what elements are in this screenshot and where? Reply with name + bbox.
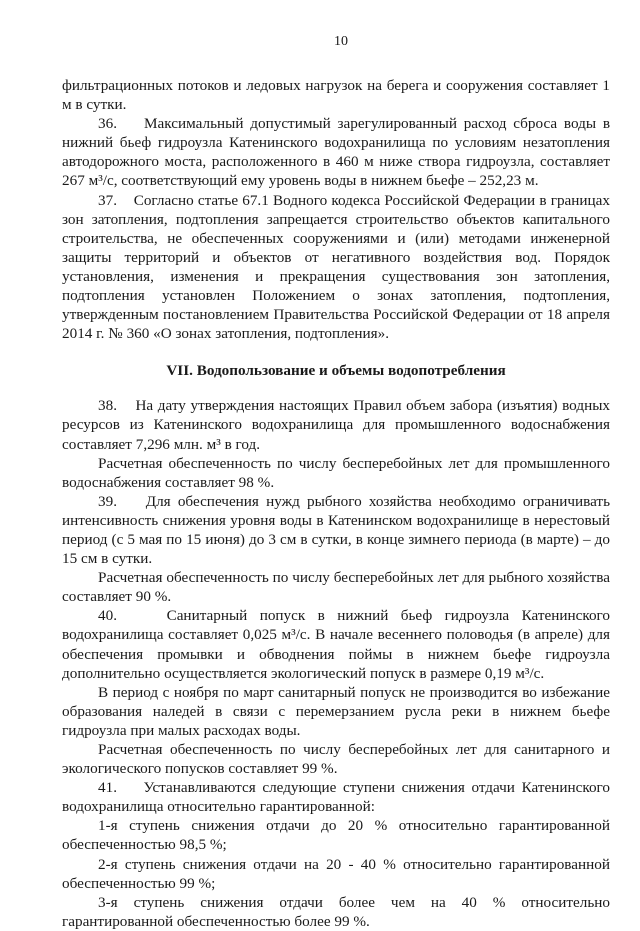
- paragraph-39-reliability: Расчетная обеспеченность по числу бесперебойных лет для рыбного хозяйства составляет 90 %.: [62, 569, 610, 606]
- paragraph-37: 37. Согласно статье 67.1 Водного кодекса Российской Федерации в границах зон затопления, подтопления запрещается строительство объектов капитального строительства, не обеспеченных сооружениями и (или) методами инженерной защиты территорий и объектов от негативного воздействия вод. Порядок установления, изменения и прекращения существования зон затопления, подтопления установлен Положением о зонах затопления, подтопления, утвержденным постановлением Правительства Российской Федерации от 18 апреля 2014 г. № 360 «О зонах затопления, подтопления».: [62, 191, 610, 343]
- paragraph-39: 39. Для обеспечения нужд рыбного хозяйства необходимо ограничивать интенсивность снижения уровня воды в Катенинском водохранилище в нерестовый период (с 5 мая по 15 июня) до 3 см в сутки, в конце зимнего периода (в марте) – до 15 см в сутки.: [62, 492, 610, 568]
- paragraph-41: 41. Устанавливаются следующие ступени снижения отдачи Катенинского водохранилища относительно гарантированной:: [62, 779, 610, 816]
- paragraph-41-step-2: 2-я ступень снижения отдачи на 20 - 40 % относительно гарантированной обеспеченностью 99 %;: [62, 855, 610, 892]
- paragraph-36: 36. Максимальный допустимый зарегулированный расход сброса воды в нижний бьеф гидроузла Катенинского водохранилища по условиям незатопления автодорожного моста, расположенного в 460 м ниже створа гидроузла, составляет 267 м³/с, соответствующий ему уровень воды в нижнем бьефе – 252,23 м.: [62, 115, 610, 190]
- paragraph-continuation: фильтрационных потоков и ледовых нагрузок на берега и сооружения составляет 1 м в сутки.: [62, 77, 610, 114]
- paragraph-41-step-1: 1-я ступень снижения отдачи до 20 % относительно гарантированной обеспеченностью 98,5 %;: [62, 817, 610, 854]
- paragraph-40-winter: В период с ноября по март санитарный попуск не производится во избежание образования наледей в связи с перемерзанием русла реки в нижнем бьефе гидроузла при малых расходах воды.: [62, 683, 610, 739]
- paragraph-38-reliability: Расчетная обеспеченность по числу бесперебойных лет для промышленного водоснабжения составляет 98 %.: [62, 454, 610, 491]
- section-heading: VII. Водопользование и объемы водопотребления: [166, 362, 506, 380]
- paragraph-40: 40. Санитарный попуск в нижний бьеф гидроузла Катенинского водохранилища составляет 0,025 м³/с. В начале весеннего половодья (в апреле) для обеспечения промывки и обводнения поймы в нижнем бьефе гидроузла дополнительно осуществляется экологический попуск в размере 0,19 м³/с.: [62, 607, 610, 682]
- paragraph-40-reliability: Расчетная обеспеченность по числу бесперебойных лет для санитарного и экологического попусков составляет 99 %.: [62, 741, 610, 778]
- paragraph-41-step-3: 3-я ступень снижения отдачи более чем на 40 % относительно гарантированной обеспеченностью более 99 %.: [62, 893, 610, 930]
- page-number: 10: [334, 34, 348, 49]
- paragraph-38: 38. На дату утверждения настоящих Правил объем забора (изъятия) водных ресурсов из Катенинского водохранилища для промышленного водоснабжения составляет 7,296 млн. м³ в год.: [62, 397, 610, 453]
